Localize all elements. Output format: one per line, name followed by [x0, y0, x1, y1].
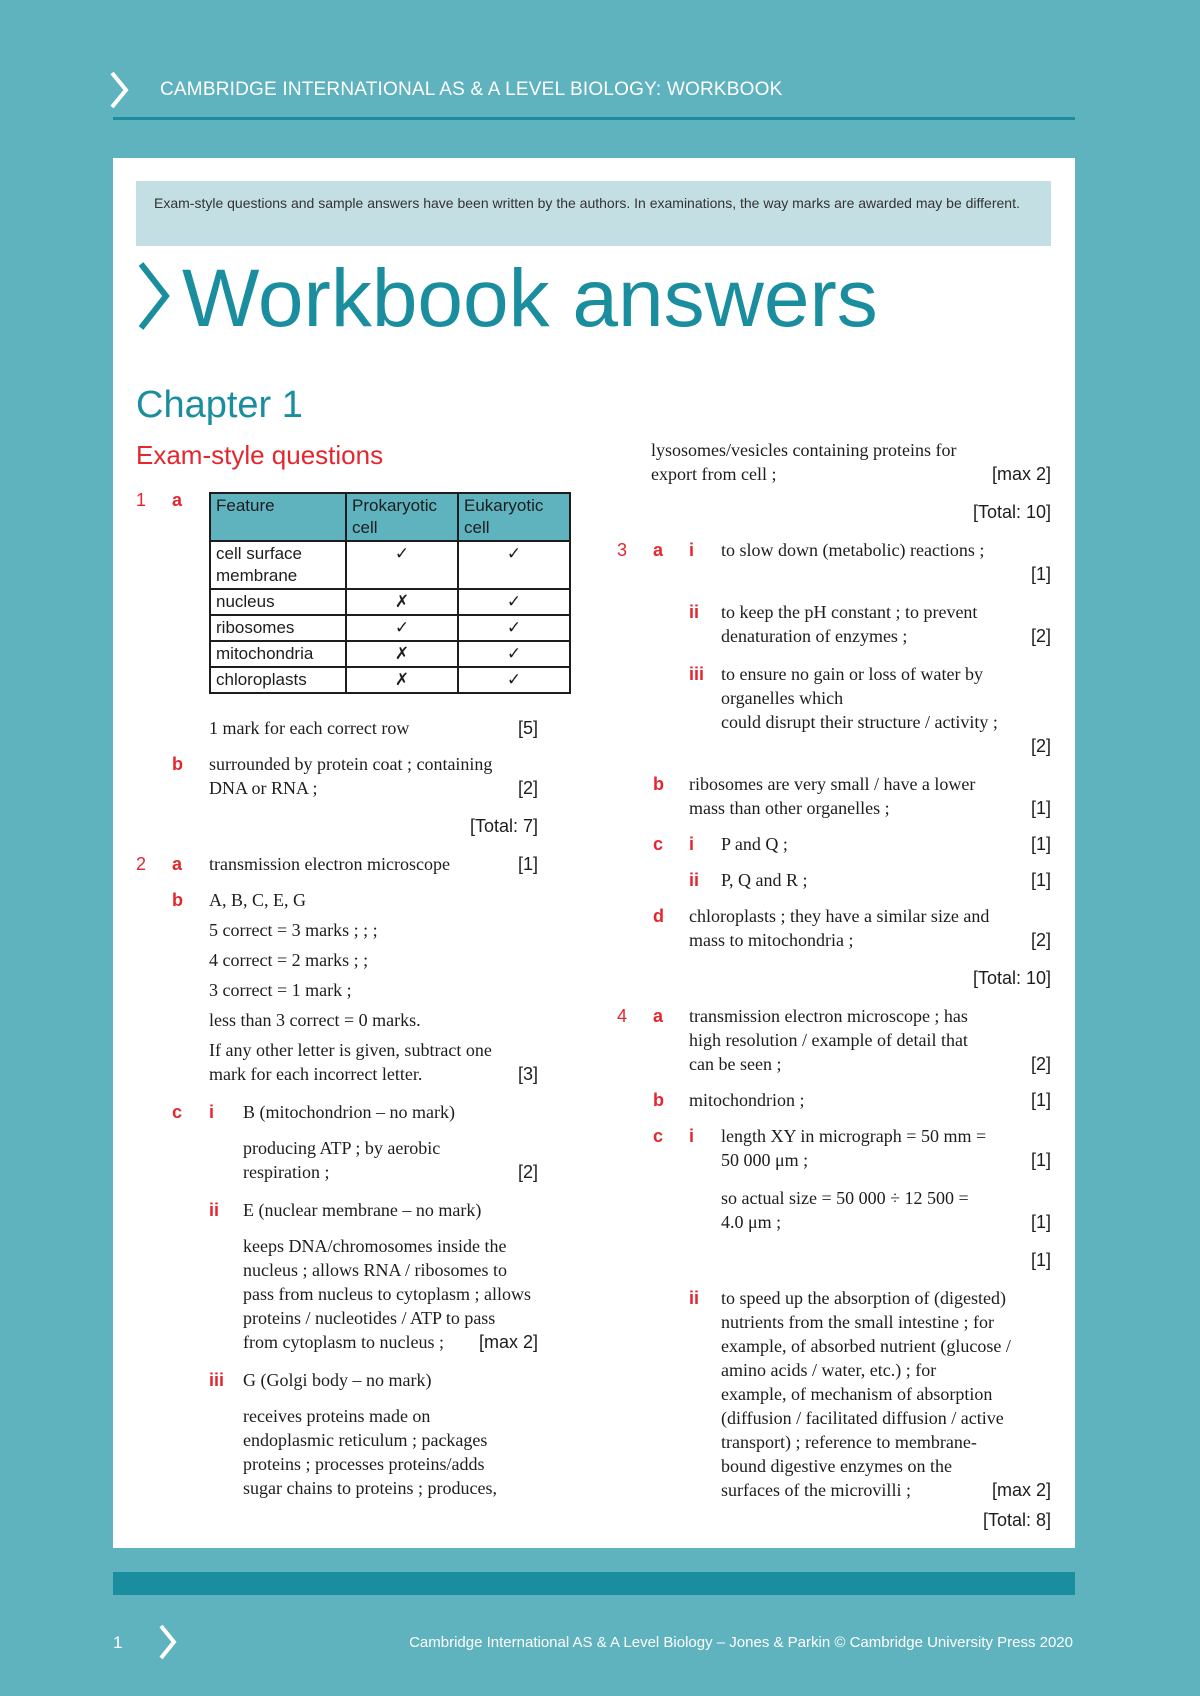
answer-line: mark for each incorrect letter. [209, 1064, 423, 1084]
page-title [136, 253, 878, 344]
answer-line: producing ATP ; by aerobic [243, 1138, 441, 1158]
part-label: d [653, 906, 664, 926]
answer-line: can be seen ; [689, 1054, 782, 1074]
answer-line: organelles which [721, 688, 844, 708]
answer-line: mass than other organelles ; [689, 798, 890, 818]
part-label: b [653, 1090, 664, 1110]
table-header: Eukaryotic cell [458, 493, 570, 541]
table-cell: ✓ [458, 589, 570, 615]
mark-value: [1] [1030, 1250, 1051, 1270]
table-cell: ✓ [458, 615, 570, 641]
mark-value: [3] [517, 1064, 538, 1084]
subpart-label: ii [689, 1288, 700, 1308]
running-header: CAMBRIDGE INTERNATIONAL AS & A LEVEL BIOLOGY: WORKBOOK [160, 79, 783, 100]
answer-line: A, B, C, E, G [209, 890, 307, 910]
mark-value: [1] [1030, 1150, 1051, 1170]
answer-line: transmission electron microscope [209, 854, 450, 874]
answer-line: sugar chains to proteins ; produces, [243, 1478, 497, 1498]
answer-line: mitochondrion ; [689, 1090, 805, 1110]
answer-line: transport) ; reference to membrane- [721, 1432, 977, 1452]
table-cell: ✓ [346, 615, 458, 641]
table-cell: cell surface membrane [210, 541, 346, 589]
mark-value: [2] [1030, 626, 1051, 646]
total-mark: [Total: 10] [972, 502, 1051, 522]
table-cell: mitochondria [210, 641, 346, 667]
chevron-right-icon [136, 260, 172, 332]
feature-table [209, 492, 571, 694]
part-label: b [172, 754, 183, 774]
mark-value: [max 2] [991, 464, 1051, 484]
table-cell: ✗ [346, 667, 458, 693]
answer-line: so actual size = 50 000 ÷ 12 500 = [721, 1188, 969, 1208]
table-row [210, 589, 570, 615]
answer-line: to keep the pH constant ; to prevent [721, 602, 978, 622]
total-mark: [Total: 7] [469, 816, 538, 836]
table-cell: ✗ [346, 589, 458, 615]
answer-line: P, Q and R ; [721, 870, 808, 890]
answer-line: example, of absorbed nutrient (glucose / [721, 1336, 1011, 1356]
answer-line: (diffusion / facilitated diffusion / active [721, 1408, 1004, 1428]
footer-bar [113, 1572, 1075, 1595]
mark-value: [max 2] [478, 1332, 538, 1352]
answer-line: surfaces of the microvilli ; [721, 1480, 911, 1500]
table-cell: chloroplasts [210, 667, 346, 693]
answer-line: B (mitochondrion – no mark) [243, 1102, 455, 1122]
question-number: 4 [617, 1006, 628, 1026]
mark-value: [2] [1030, 736, 1051, 756]
table-header: Feature [210, 493, 346, 541]
chevron-right-icon[interactable] [157, 1623, 179, 1661]
chapter-heading: Chapter 1 [136, 384, 303, 426]
mark-value: [1] [517, 854, 538, 874]
answer-line: mass to mitochondria ; [689, 930, 854, 950]
answer-line: amino acids / water, etc.) ; for [721, 1360, 937, 1380]
subpart-label: ii [689, 602, 700, 622]
part-label: a [172, 854, 183, 874]
subpart-label: iii [209, 1370, 225, 1390]
part-label: a [653, 1006, 664, 1026]
answer-line: denaturation of enzymes ; [721, 626, 908, 646]
table-cell: ribosomes [210, 615, 346, 641]
mark-value: [1] [1030, 564, 1051, 584]
part-label: c [653, 1126, 664, 1146]
answer-line: respiration ; [243, 1162, 330, 1182]
answer-line: could disrupt their structure / activity ; [721, 712, 998, 732]
mark-value: [5] [517, 718, 538, 738]
part-label: c [653, 834, 664, 854]
table-cell: ✓ [458, 667, 570, 693]
part-label: b [653, 774, 664, 794]
table-cell: ✗ [346, 641, 458, 667]
mark-value: [2] [1030, 930, 1051, 950]
table-cell: ✓ [458, 641, 570, 667]
table-cell: nucleus [210, 589, 346, 615]
answer-line: E (nuclear membrane – no mark) [243, 1200, 482, 1220]
chevron-right-icon [108, 70, 132, 110]
answer-line: length XY in micrograph = 50 mm = [721, 1126, 987, 1146]
mark-value: [2] [517, 1162, 538, 1182]
answer-line: DNA or RNA ; [209, 778, 318, 798]
table-header: Prokaryotic cell [346, 493, 458, 541]
mark-value: [1] [1030, 870, 1051, 890]
answer-line: bound digestive enzymes on the [721, 1456, 952, 1476]
page-body [113, 158, 1075, 1548]
question-number: 3 [617, 540, 628, 560]
answer-line: If any other letter is given, subtract one [209, 1040, 492, 1060]
answer-line: to slow down (metabolic) reactions ; [721, 540, 985, 560]
answer-line: endoplasmic reticulum ; packages [243, 1430, 488, 1450]
table-cell: ✓ [346, 541, 458, 589]
answer-line: proteins / nucleotides / ATP to pass [243, 1308, 496, 1328]
answer-line: export from cell ; [651, 464, 777, 484]
answer-line: 4.0 μm ; [721, 1212, 782, 1232]
part-label: a [172, 490, 183, 510]
answer-line: keeps DNA/chromosomes inside the [243, 1236, 507, 1256]
answer-line: surrounded by protein coat ; containing [209, 754, 493, 774]
answer-line: example, of mechanism of absorption [721, 1384, 993, 1404]
answer-line: 3 correct = 1 mark ; [209, 980, 352, 1000]
answer-line: from cytoplasm to nucleus ; [243, 1332, 444, 1352]
table-row [210, 541, 570, 589]
total-mark: [Total: 8] [982, 1510, 1051, 1530]
section-heading: Exam-style questions [136, 440, 384, 470]
answer-line: G (Golgi body – no mark) [243, 1370, 432, 1390]
mark-value: [1] [1030, 798, 1051, 818]
answer-line: ribosomes are very small / have a lower [689, 774, 976, 794]
total-mark: [Total: 10] [972, 968, 1051, 988]
mark-value: [1] [1030, 834, 1051, 854]
footer-credit: Cambridge International AS & A Level Biology – Jones & Parkin © Cambridge University Press 2020 [409, 1634, 1073, 1651]
page-number: 1 [113, 1633, 123, 1652]
answer-line: less than 3 correct = 0 marks. [209, 1010, 421, 1030]
answer-line: 4 correct = 2 marks ; ; [209, 950, 369, 970]
part-label: a [653, 540, 664, 560]
subpart-label: i [689, 834, 695, 854]
mark-value: [2] [517, 778, 538, 798]
answer-line: nucleus ; allows RNA / ribosomes to [243, 1260, 507, 1280]
answer-line: lysosomes/vesicles containing proteins for [651, 440, 957, 460]
answer-line: chloroplasts ; they have a similar size and [689, 906, 990, 926]
answer-line: to ensure no gain or loss of water by [721, 664, 983, 684]
answer-line: transmission electron microscope ; has [689, 1006, 968, 1026]
mark-value: [1] [1030, 1212, 1051, 1232]
part-label: c [172, 1102, 183, 1122]
answer-line: nutrients from the small intestine ; for [721, 1312, 994, 1332]
answer-line: to speed up the absorption of (digested) [721, 1288, 1006, 1308]
header-rule [113, 117, 1075, 120]
answer-line: proteins ; processes proteins/adds [243, 1454, 485, 1474]
table-row [210, 667, 570, 693]
subpart-label: ii [209, 1200, 220, 1220]
answer-line: high resolution / example of detail that [689, 1030, 968, 1050]
subpart-label: iii [689, 664, 705, 684]
subpart-label: i [689, 1126, 695, 1146]
answer-line: receives proteins made on [243, 1406, 431, 1426]
answer-line: 5 correct = 3 marks ; ; ; [209, 920, 378, 940]
subpart-label: ii [689, 870, 700, 890]
table-cell: ✓ [458, 541, 570, 589]
mark-value: [max 2] [991, 1480, 1051, 1500]
question-number: 2 [136, 854, 147, 874]
mark-value: [1] [1030, 1090, 1051, 1110]
subpart-label: i [689, 540, 695, 560]
page-title-text: Workbook answers [182, 253, 878, 344]
table-row [210, 615, 570, 641]
table-row [210, 641, 570, 667]
notice-box: Exam-style questions and sample answers have been written by the authors. In examinations, the way marks are awarded may be different. [136, 181, 1051, 246]
answer-line: P and Q ; [721, 834, 788, 854]
subpart-label: i [209, 1102, 215, 1122]
part-label: b [172, 890, 183, 910]
question-number: 1 [136, 490, 147, 510]
table-header-row [210, 493, 570, 541]
mark-value: [2] [1030, 1054, 1051, 1074]
answer-line: pass from nucleus to cytoplasm ; allows [243, 1284, 531, 1304]
answer-line: 50 000 μm ; [721, 1150, 809, 1170]
answer-line: 1 mark for each correct row [209, 718, 410, 738]
